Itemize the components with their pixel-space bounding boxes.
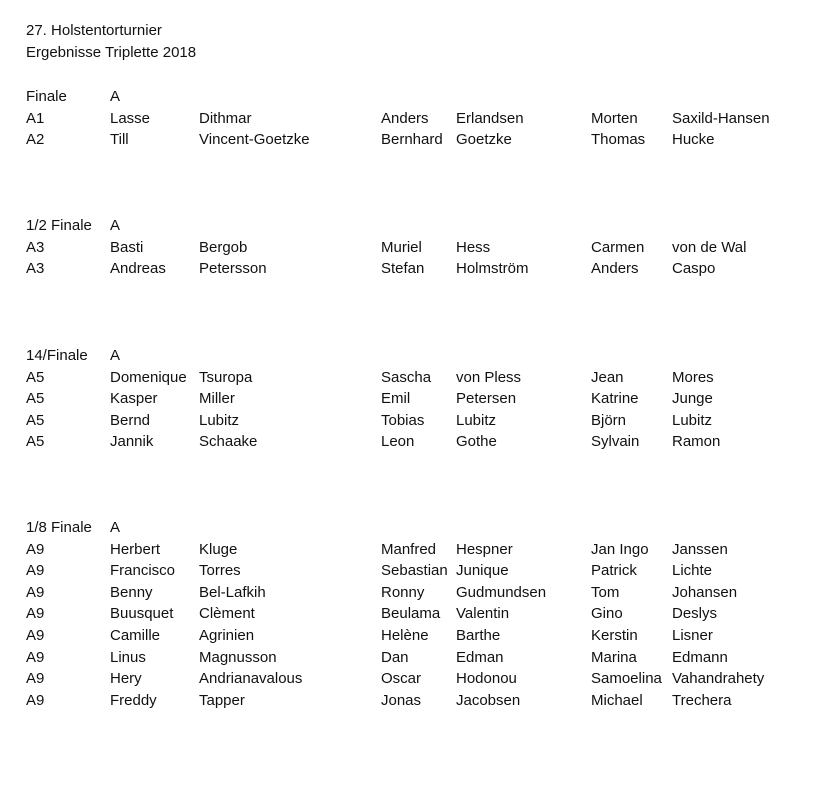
player3-last-name: Lisner <box>672 627 713 644</box>
player1-last-name: Magnusson <box>199 648 277 666</box>
player2-first-name: Leon <box>381 433 415 451</box>
result-row <box>0 582 817 604</box>
player3-last-name: Hucke <box>672 131 715 149</box>
player3-last-name: Janssen <box>672 540 728 558</box>
result-row <box>0 560 817 582</box>
player2-last-name: Petersen <box>456 390 517 408</box>
section-group: A <box>110 347 121 364</box>
result-row <box>0 431 817 453</box>
player1-first-name: Freddy <box>110 691 157 709</box>
player1-first-name: Till <box>110 131 129 149</box>
player2-first-name: Manfred <box>381 540 437 558</box>
round-code: A9 <box>26 691 45 709</box>
player1-last-name: Bergob <box>199 238 248 256</box>
player2-first-name: Ronny <box>381 583 425 601</box>
player1-last-name: Tsuropa <box>199 368 253 386</box>
player3-first-name: Sylvain <box>591 433 640 451</box>
section-group: A <box>110 217 121 234</box>
player1-last-name: Bel-Lafkih <box>199 583 266 601</box>
round-code: A3 <box>26 238 45 256</box>
player2-first-name: Bernhard <box>381 131 443 149</box>
round-code: A9 <box>26 562 45 580</box>
result-row <box>0 367 817 389</box>
player3-last-name: Saxild-Hansen <box>672 109 770 127</box>
player1-last-name: Lubitz <box>199 411 240 429</box>
player1-first-name: Linus <box>110 648 146 666</box>
player1-last-name: Torres <box>199 562 241 580</box>
player1-last-name: Petersson <box>199 260 267 278</box>
player1-first-name: Hery <box>110 670 142 688</box>
round-code: A5 <box>26 390 45 408</box>
player3-first-name: Carmen <box>591 238 645 256</box>
player3-first-name: Thomas <box>591 131 646 149</box>
player1-first-name: Benny <box>110 583 153 601</box>
result-row <box>0 129 817 151</box>
player3-last-name: Ramon <box>672 433 721 451</box>
player1-first-name: Bernd <box>110 411 151 429</box>
player2-last-name: Holmström <box>456 260 529 278</box>
player2-last-name: Goetzke <box>456 131 512 149</box>
player2-first-name: Emil <box>381 390 411 408</box>
result-row <box>0 690 817 712</box>
round-code: A5 <box>26 368 45 386</box>
title-line-2 <box>0 42 817 64</box>
player2-last-name: Lubitz <box>456 411 497 429</box>
result-row <box>0 603 817 625</box>
player2-first-name: Stefan <box>381 260 425 278</box>
player3-last-name: Junge <box>672 390 713 408</box>
player3-last-name: Caspo <box>672 260 716 278</box>
player1-last-name: Miller <box>199 390 235 408</box>
round-code: A9 <box>26 670 45 688</box>
result-row <box>0 258 817 280</box>
round-code: A9 <box>26 627 45 644</box>
round-code: A9 <box>26 540 45 558</box>
round-code: A5 <box>26 411 45 429</box>
player1-first-name: Kasper <box>110 390 158 408</box>
result-row <box>0 539 817 561</box>
round-code: A5 <box>26 433 45 451</box>
section-header <box>0 345 817 367</box>
player3-first-name: Jean <box>591 368 624 386</box>
player2-last-name: Erlandsen <box>456 109 524 127</box>
player3-first-name: Patrick <box>591 562 637 580</box>
player3-first-name: Michael <box>591 691 643 709</box>
round-code: A2 <box>26 131 45 149</box>
section-label: 1/2 Finale <box>26 217 92 234</box>
player3-first-name: Jan Ingo <box>591 540 649 558</box>
section-label: 1/8 Finale <box>26 519 92 536</box>
player1-first-name: Camille <box>110 627 161 644</box>
player1-first-name: Lasse <box>110 109 151 127</box>
section-header <box>0 86 817 108</box>
player2-last-name: Hodonou <box>456 670 517 688</box>
player1-first-name: Francisco <box>110 562 176 580</box>
player2-last-name: Gudmundsen <box>456 583 547 601</box>
player1-first-name: Herbert <box>110 540 161 558</box>
player2-last-name: Junique <box>456 562 509 580</box>
document-title: 27. Holstentorturnier <box>26 22 162 39</box>
player2-first-name: Tobias <box>381 411 425 429</box>
result-row <box>0 668 817 690</box>
player1-last-name: Vincent-Goetzke <box>199 131 310 149</box>
player3-last-name: Deslys <box>672 605 718 623</box>
round-code: A1 <box>26 109 45 127</box>
player1-last-name: Andrianavalous <box>199 670 303 688</box>
result-row <box>0 410 817 432</box>
player2-last-name: Jacobsen <box>456 691 521 709</box>
player3-last-name: Lubitz <box>672 411 713 429</box>
player2-last-name: Edman <box>456 648 504 666</box>
player2-first-name: Sebastian <box>381 562 448 580</box>
player1-last-name: Clèment <box>199 605 255 623</box>
result-row <box>0 625 817 647</box>
player2-last-name: Hess <box>456 238 491 256</box>
player2-first-name: Sascha <box>381 368 432 386</box>
player3-first-name: Anders <box>591 260 639 278</box>
player3-first-name: Gino <box>591 605 623 623</box>
player2-last-name: Hespner <box>456 540 513 558</box>
player1-last-name: Tapper <box>199 691 245 709</box>
round-code: A9 <box>26 583 45 601</box>
player2-last-name: Valentin <box>456 605 510 623</box>
player2-first-name: Oscar <box>381 670 422 688</box>
result-row <box>0 237 817 259</box>
player2-first-name: Helène <box>381 627 429 644</box>
player2-first-name: Beulama <box>381 605 441 623</box>
player3-last-name: von de Wal <box>672 238 747 256</box>
section-label: Finale <box>26 88 67 105</box>
player2-last-name: Gothe <box>456 433 497 451</box>
player1-last-name: Schaake <box>199 433 258 451</box>
player3-first-name: Kerstin <box>591 627 638 644</box>
player3-last-name: Edmann <box>672 648 728 666</box>
player1-last-name: Kluge <box>199 540 238 558</box>
player2-first-name: Muriel <box>381 238 422 256</box>
player3-first-name: Samoelina <box>591 670 662 688</box>
player3-first-name: Morten <box>591 109 638 127</box>
player3-first-name: Katrine <box>591 390 639 408</box>
player2-last-name: von Pless <box>456 368 522 386</box>
player1-first-name: Andreas <box>110 260 166 278</box>
section-header <box>0 517 817 539</box>
document-subtitle: Ergebnisse Triplette 2018 <box>26 44 197 61</box>
result-row <box>0 388 817 410</box>
player1-last-name: Dithmar <box>199 109 252 127</box>
player1-first-name: Domenique <box>110 368 187 386</box>
result-row <box>0 108 817 130</box>
player2-last-name: Barthe <box>456 627 501 644</box>
player1-last-name: Agrinien <box>199 627 255 644</box>
player3-first-name: Björn <box>591 411 627 429</box>
section-header <box>0 215 817 237</box>
player3-last-name: Mores <box>672 368 714 386</box>
section-label: 14/Finale <box>26 347 88 364</box>
player1-first-name: Basti <box>110 238 144 256</box>
player3-first-name: Marina <box>591 648 637 666</box>
round-code: A9 <box>26 648 45 666</box>
player1-first-name: Jannik <box>110 433 154 451</box>
player3-last-name: Johansen <box>672 583 738 601</box>
player1-first-name: Buusquet <box>110 605 174 623</box>
player2-first-name: Anders <box>381 109 429 127</box>
section-group: A <box>110 519 121 536</box>
player3-last-name: Trechera <box>672 691 732 709</box>
player2-first-name: Jonas <box>381 691 422 709</box>
player3-last-name: Vahandrahety <box>672 670 765 688</box>
title-line-1 <box>0 20 817 42</box>
section-group: A <box>110 88 121 105</box>
player3-first-name: Tom <box>591 583 620 601</box>
player3-last-name: Lichte <box>672 562 713 580</box>
round-code: A9 <box>26 605 45 623</box>
round-code: A3 <box>26 260 45 278</box>
result-row <box>0 647 817 669</box>
player2-first-name: Dan <box>381 648 409 666</box>
